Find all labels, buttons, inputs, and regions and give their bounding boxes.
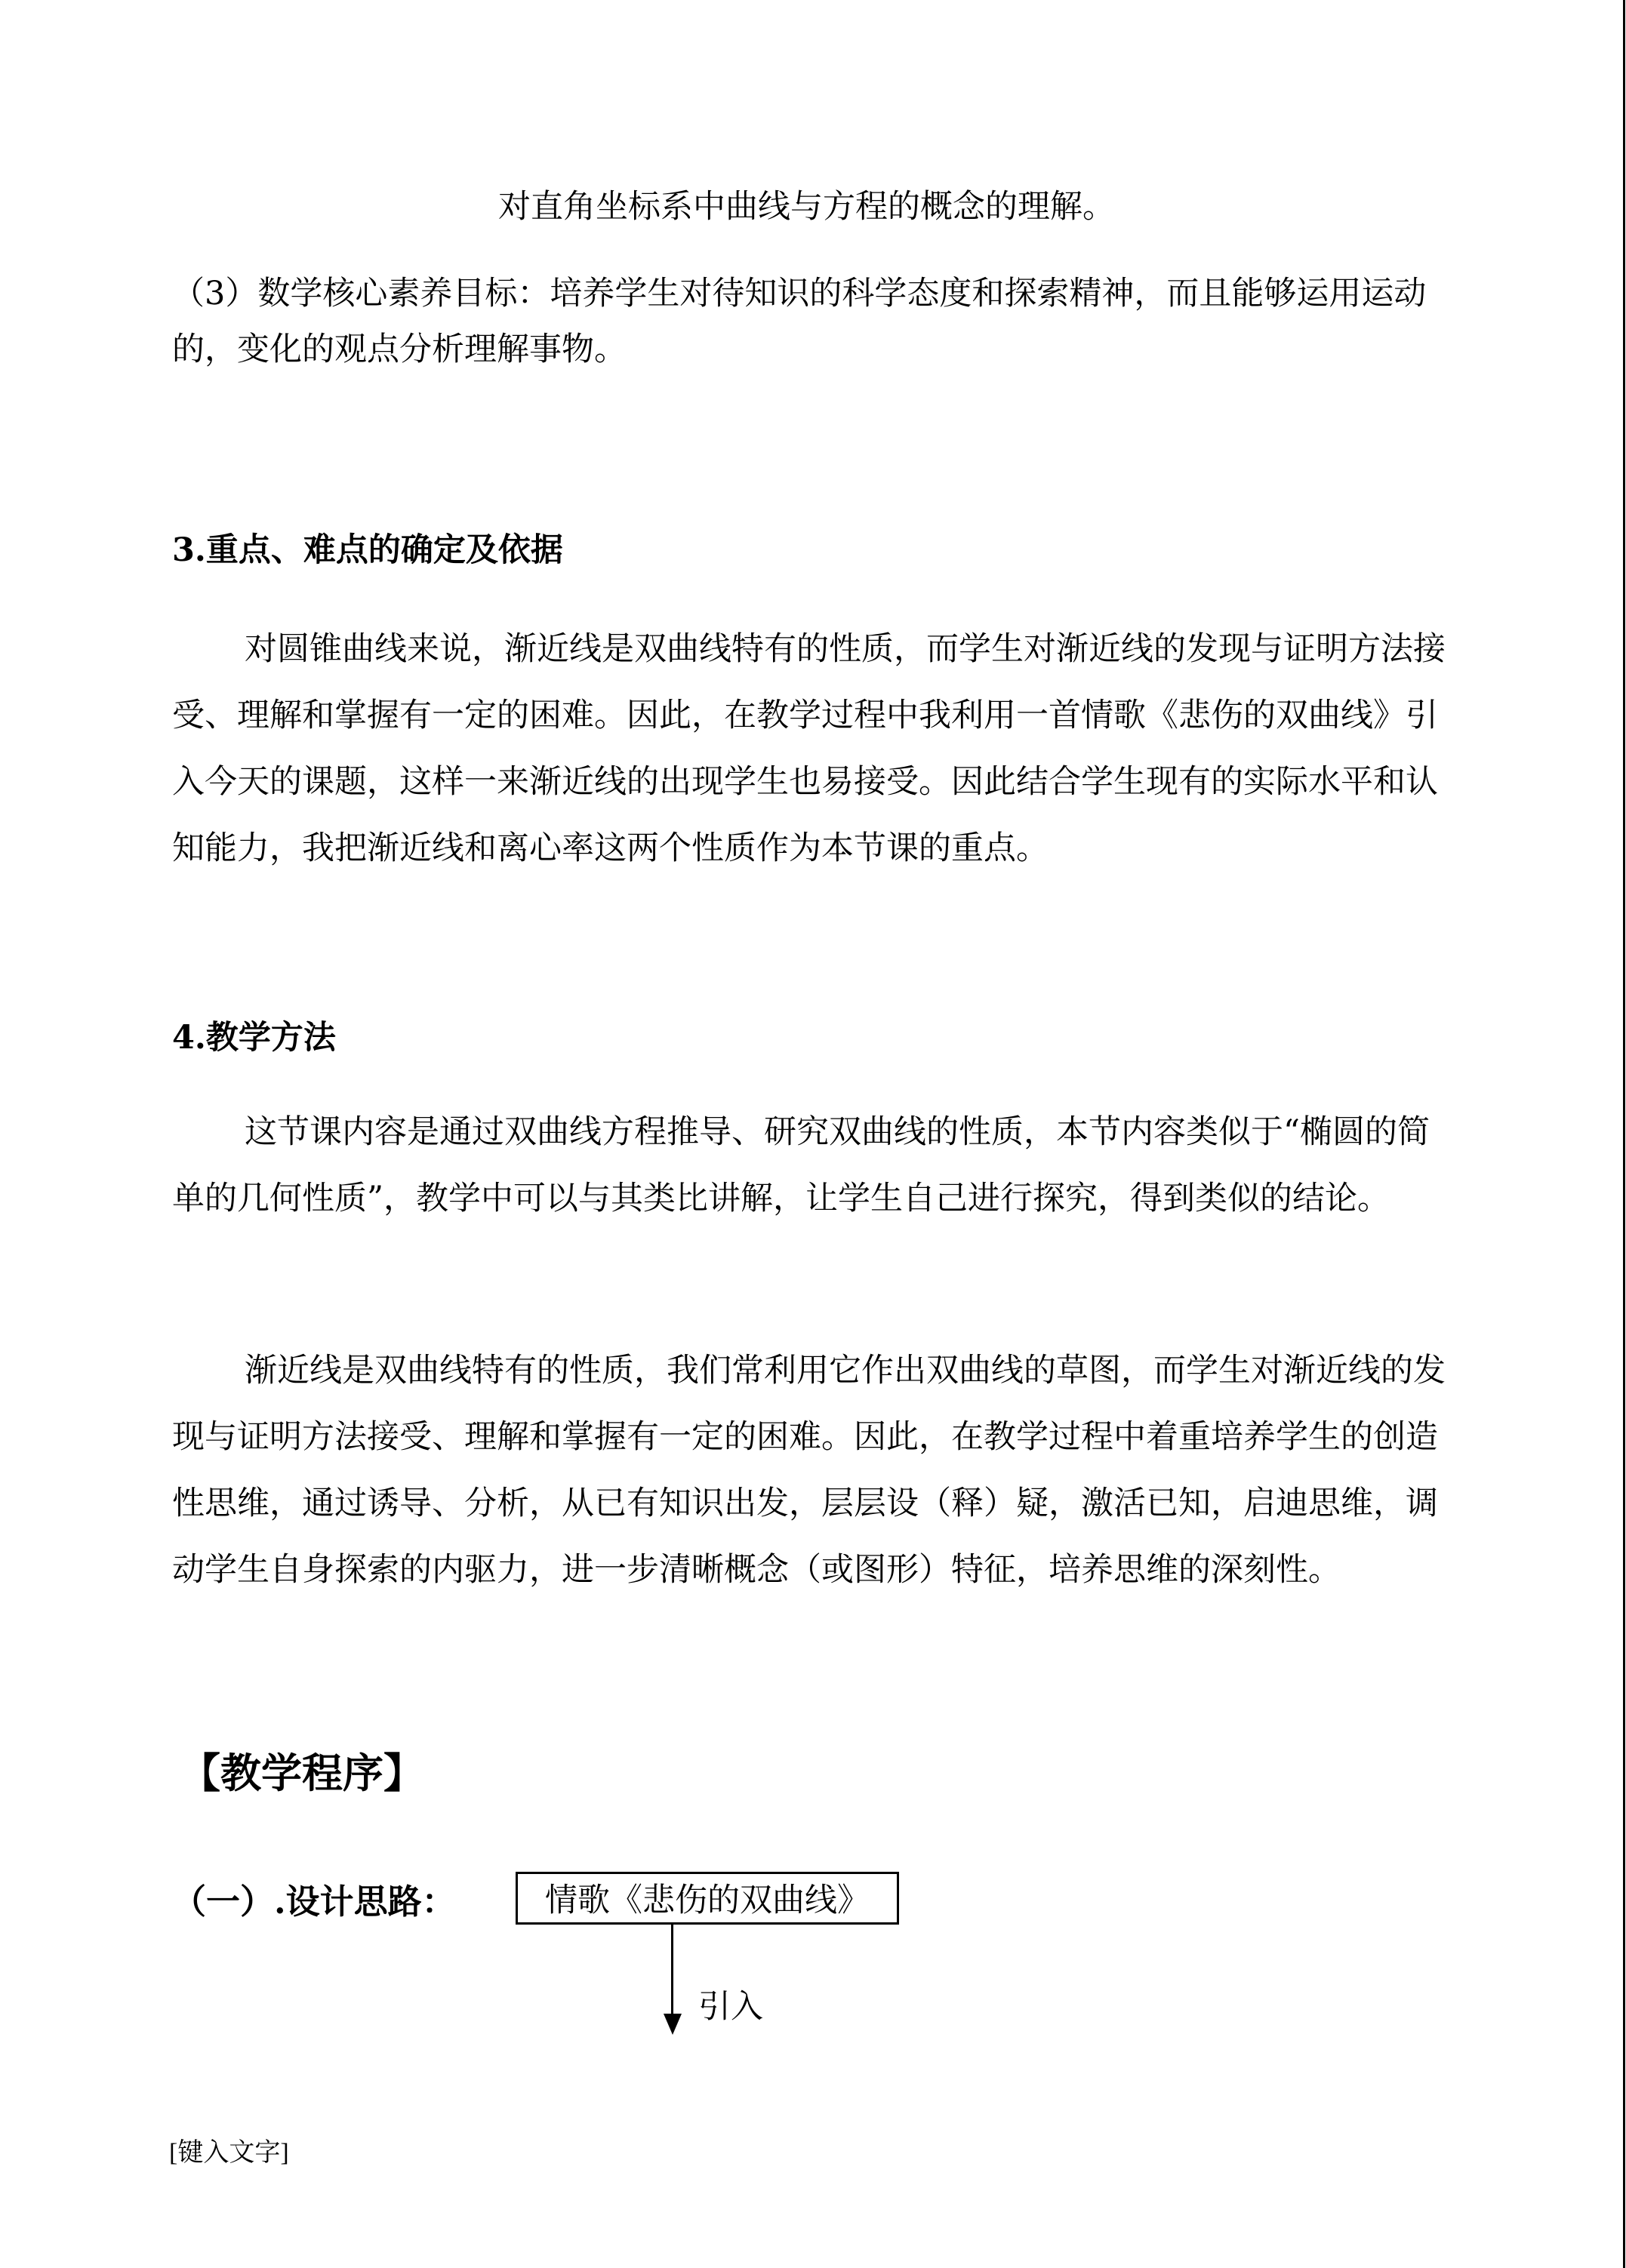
paragraph-method-2: 渐近线是双曲线特有的性质，我们常利用它作出双曲线的草图，而学生对渐近线的发现与证明方法接受、理解和掌握有一定的困难。因此，在教学过程中着重培养学生的创造性思维，通过诱导、分析，从已有知识出发，层层设（释）疑，激活已知，启迪思维，调动学生自身探索的内驱力，进一步清晰概念（或图形）特征，培养思维的深刻性。 — [172, 1352, 1446, 1589]
text-line: 对直角坐标系中曲线与方程的概念的理解。 — [498, 188, 1115, 226]
flow-arrow-line — [671, 1925, 673, 2017]
paragraph-key-points: 对圆锥曲线来说，渐近线是双曲线特有的性质，而学生对渐近线的发现与证明方法接受、理解和掌握有一定的困难。因此，在教学过程中我利用一首情歌《悲伤的双曲线》引入今天的课题，这样一来渐近线的出现学生也易接受。因此结合学生现有的实际水平和认知能力，我把渐近线和离心率这两个性质作为本节课的重点。 — [172, 630, 1446, 867]
teaching-procedure-title: 【教学程序】 — [180, 1749, 424, 1797]
goal-3-paragraph: （3）数学核心素养目标：培养学生对待知识的科学态度和探索精神，而且能够运用运动的，变化的观点分析理解事物。 — [172, 275, 1427, 368]
arrow-down-icon — [664, 2014, 682, 2035]
flow-arrow-label: 引入 — [698, 1988, 763, 2026]
flow-box-song: 情歌《悲伤的双曲线》 — [516, 1872, 899, 1925]
section-heading-4: 4.教学方法 — [172, 1019, 336, 1057]
paragraph-method-1: 这节课内容是通过双曲线方程推导、研究双曲线的性质，本节内容类似于“椭圆的简单的几何性质”，教学中可以与其类比讲解，让学生自己进行探究，得到类似的结论。 — [172, 1113, 1430, 1217]
design-label: （一）.设计思路： — [172, 1882, 456, 1922]
page-border — [1623, 0, 1625, 2268]
footer-placeholder: [键入文字] — [169, 2139, 289, 2167]
section-heading-3: 3.重点、难点的确定及依据 — [172, 531, 563, 569]
